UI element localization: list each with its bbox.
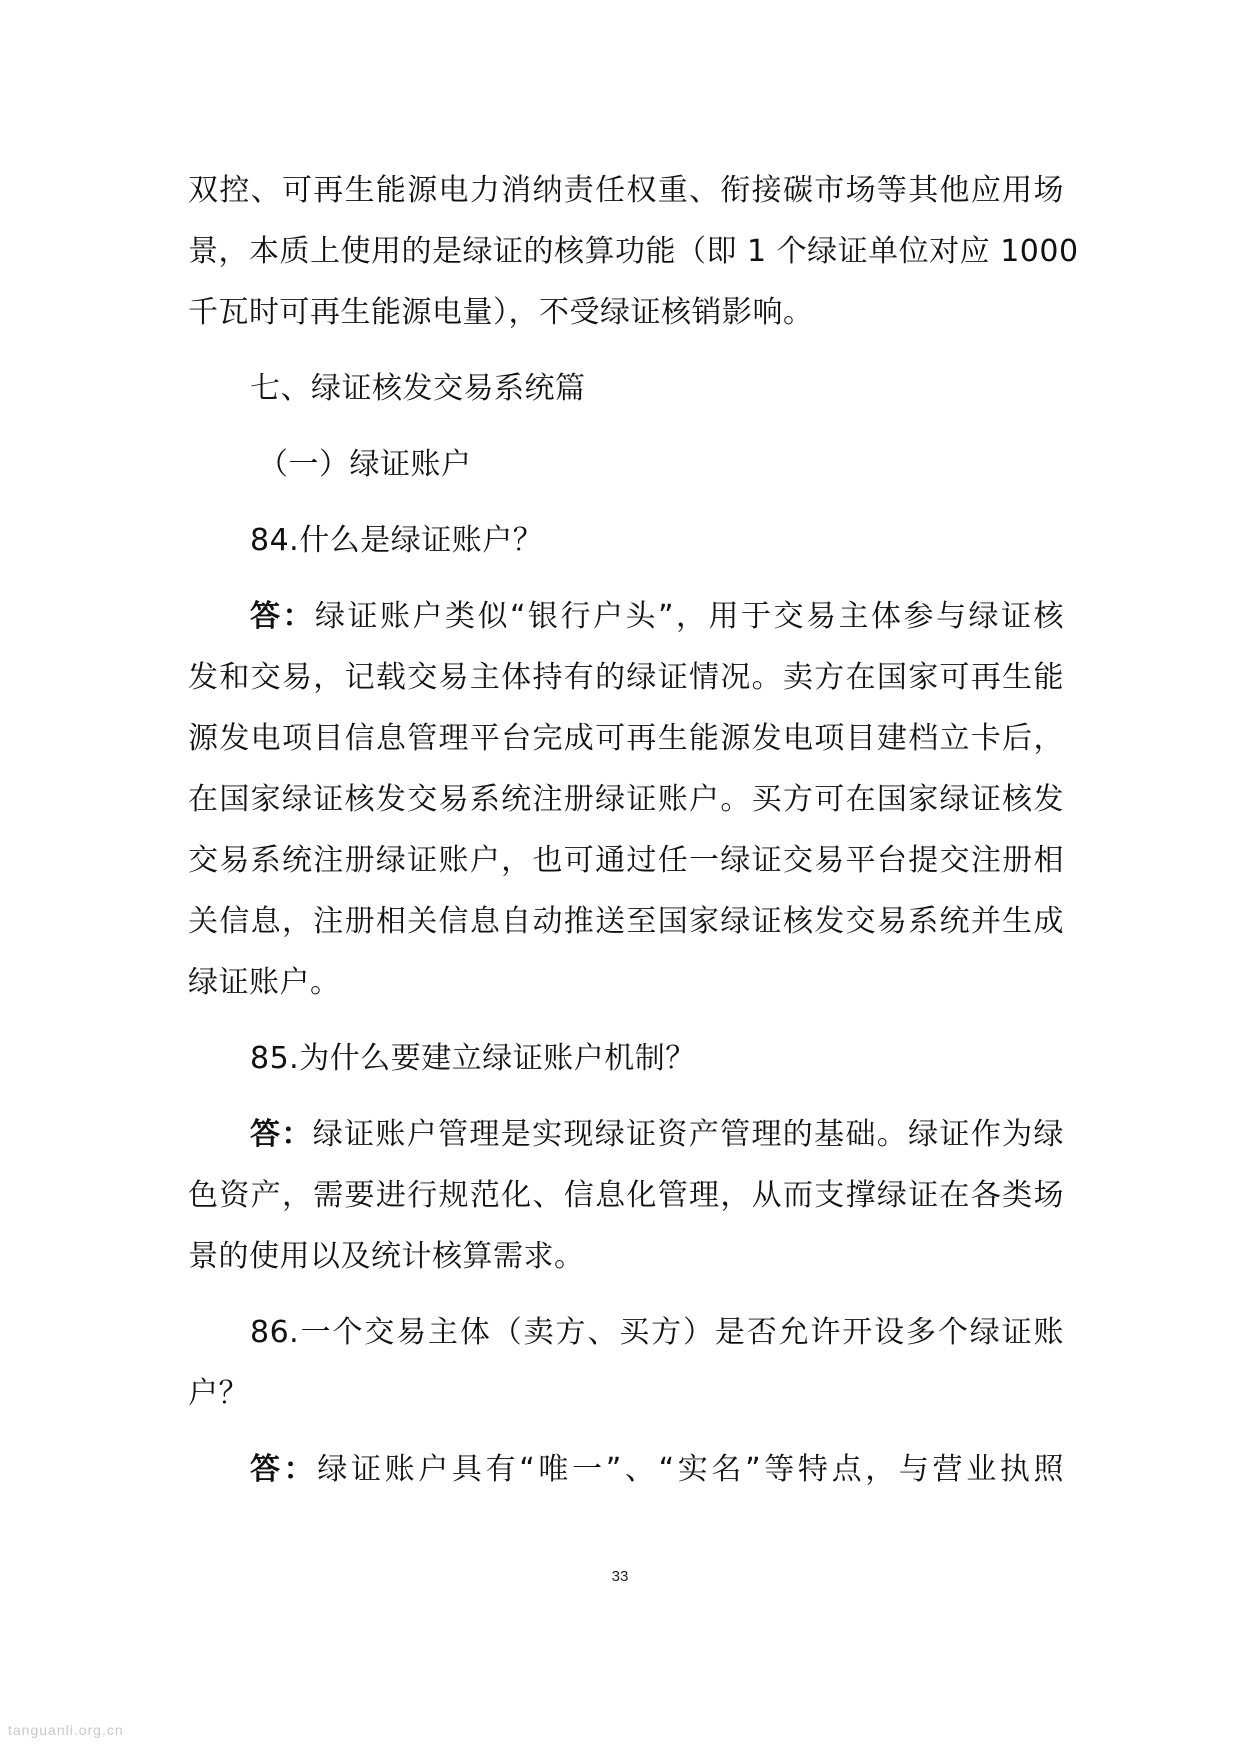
- text-line: 千瓦时可再生能源电量），不受绿证核销影响。: [188, 295, 814, 330]
- question-line: 户？: [188, 1376, 249, 1411]
- question-86: [188, 1302, 1064, 1424]
- text-line: 色资产，需要进行规范化、信息化管理，从而支撑绿证在各类场: [188, 1178, 1064, 1213]
- answer-text: 绿证账户具有“唯一”、“实名”等特点，与营业执照: [317, 1452, 1065, 1487]
- text-line: 关信息，注册相关信息自动推送至国家绿证核发交易系统并生成: [188, 904, 1064, 939]
- text-line: 交易系统注册绿证账户，也可通过任一绿证交易平台提交注册相: [188, 843, 1064, 878]
- answer-label: 答：: [250, 599, 315, 634]
- watermark-text: tanguanli.org.cn: [8, 1722, 124, 1738]
- answer-first-line: [188, 1439, 1064, 1500]
- answer-label: 答：: [250, 1452, 318, 1487]
- question-84: 84.什么是绿证账户？: [250, 523, 544, 558]
- text-line: 双控、可再生能源电力消纳责任权重、衔接碳市场等其他应用场: [188, 173, 1064, 208]
- answer-text: 绿证账户类似“银行户头”，用于交易主体参与绿证核: [315, 599, 1064, 634]
- question-line: 86.一个交易主体（卖方、买方）是否允许开设多个绿证账: [250, 1315, 1064, 1350]
- answer-84: [188, 586, 1064, 1013]
- paragraph-continuation: [188, 160, 1079, 343]
- answer-text: 绿证账户管理是实现绿证资产管理的基础。绿证作为绿: [312, 1117, 1065, 1152]
- page-number: 33: [611, 1568, 629, 1585]
- answer-85: [188, 1104, 1064, 1287]
- text-line: 发和交易，记载交易主体持有的绿证情况。卖方在国家可再生能: [188, 660, 1064, 695]
- answer-first-line: [188, 1104, 1064, 1165]
- section-heading: 七、绿证核发交易系统篇: [250, 371, 586, 406]
- answer-86: [188, 1439, 1064, 1500]
- page-body: [188, 160, 1079, 1500]
- text-line: 绿证账户。: [188, 965, 341, 1000]
- text-line: 源发电项目信息管理平台完成可再生能源发电项目建档立卡后，: [188, 721, 1064, 756]
- answer-label: 答：: [250, 1117, 313, 1152]
- text-line: 景的使用以及统计核算需求。: [188, 1239, 585, 1274]
- question-85: 85.为什么要建立绿证账户机制？: [250, 1041, 696, 1076]
- answer-first-line: [188, 586, 1064, 647]
- text-line: 景，本质上使用的是绿证的核算功能（即 1 个绿证单位对应 1000: [188, 234, 1079, 269]
- text-line: 在国家绿证核发交易系统注册绿证账户。买方可在国家绿证核发: [188, 782, 1064, 817]
- subsection-heading: （一）绿证账户: [258, 447, 472, 482]
